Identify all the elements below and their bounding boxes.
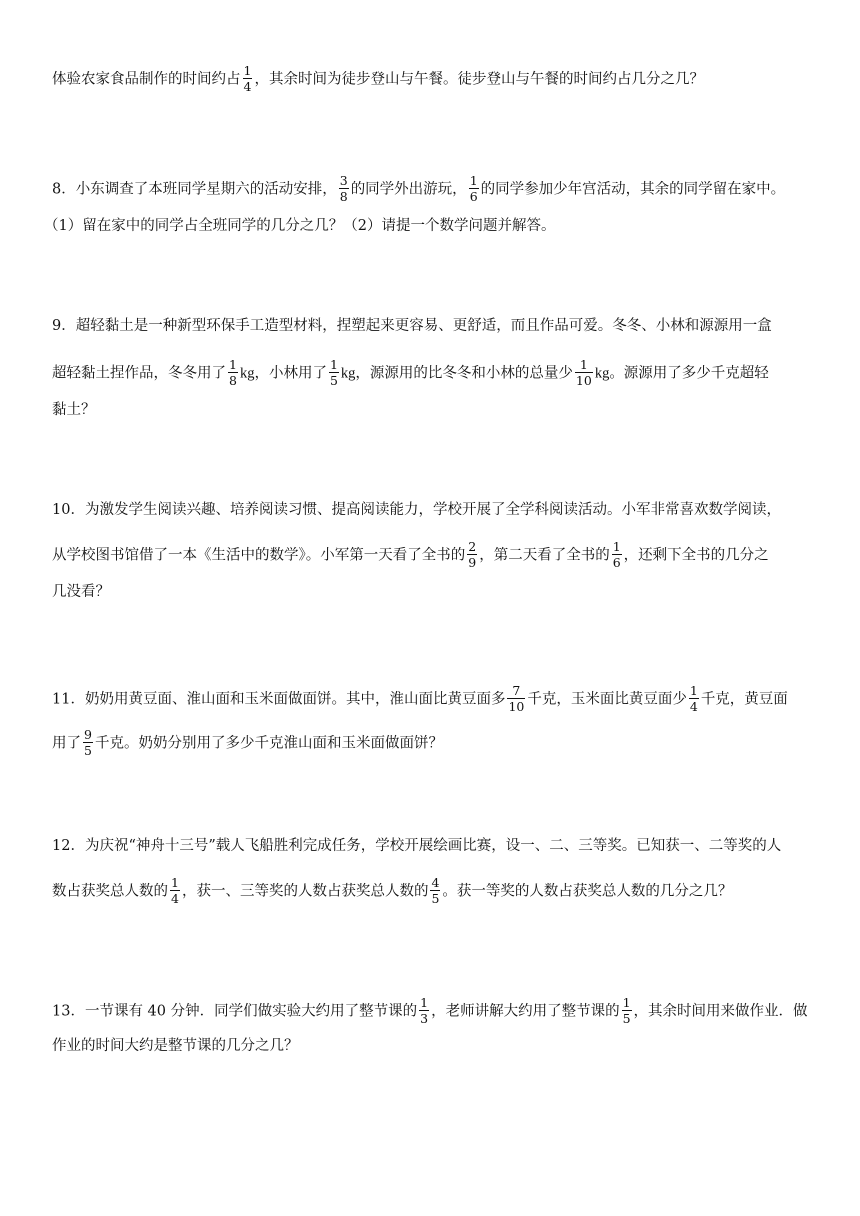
fraction <box>469 173 479 204</box>
numerator: 1 <box>420 995 429 1010</box>
numerator: 7 <box>512 683 521 698</box>
numerator: 1 <box>171 875 179 890</box>
q9-line-2 <box>52 357 769 388</box>
fraction <box>228 357 238 388</box>
q10-line-1 <box>52 500 781 520</box>
text: 几没看？ <box>52 584 110 600</box>
fraction <box>339 173 349 204</box>
q8-line-1 <box>52 173 786 204</box>
denominator: 3 <box>420 1011 429 1026</box>
text: 。源源用了多少千克超轻 <box>609 365 769 382</box>
q12-line-1 <box>52 836 781 856</box>
denominator: 5 <box>329 373 338 388</box>
denominator: 8 <box>339 189 348 204</box>
text: 10．为激发学生阅读兴趣、培养阅读习惯、提高阅读能力，学校开展了全学科阅读活动。小军非常喜欢数学阅读， <box>52 502 781 518</box>
fraction <box>430 875 440 906</box>
fraction <box>329 357 339 388</box>
text: 9．超轻黏土是一种新型环保手工造型材料，捏塑起来更容易、更舒适，而且作品可爱。冬冬、小林和源源用一盒 <box>52 318 772 334</box>
numerator: 3 <box>339 173 348 188</box>
text: 超轻黏土捏作品，冬冬用了 <box>52 365 226 382</box>
fraction <box>83 727 93 758</box>
numerator: 4 <box>431 875 440 890</box>
text: ，第二天看了全书的 <box>479 547 610 564</box>
denominator: 6 <box>469 189 478 204</box>
text: 作业的时间大约是整节课的几分之几？ <box>52 1038 299 1054</box>
denominator: 4 <box>689 699 698 714</box>
q13-line-2 <box>52 1036 299 1056</box>
text: 从学校图书馆借了一本《生活中的数学》。小军第一天看了全书的 <box>52 547 466 564</box>
fraction <box>612 539 622 570</box>
q10-line-2 <box>52 539 769 570</box>
numerator: 1 <box>622 995 631 1010</box>
text: ，小林用了 <box>254 365 327 382</box>
text: 千克，玉米面比黄豆面少 <box>527 691 687 708</box>
numerator: 1 <box>243 63 252 78</box>
q9-line-3 <box>52 400 96 420</box>
text: ，老师讲解大约用了整节课的 <box>431 1003 620 1020</box>
denominator: 10 <box>508 699 525 714</box>
text: 。获一等奖的人数占获奖总人数的几分之几？ <box>442 883 733 900</box>
text: 体验农家食品制作的时间约占 <box>52 71 241 88</box>
fraction <box>689 683 699 714</box>
text: （1）留在家中的同学占全班同学的几分之几？（2）请提一个数学问题并解答。 <box>44 218 556 234</box>
fraction <box>170 875 180 906</box>
denominator: 5 <box>622 1011 631 1026</box>
denominator: 8 <box>229 373 237 388</box>
text: 的同学外出游玩， <box>350 181 467 198</box>
unit: kg <box>594 365 610 382</box>
fraction <box>507 683 525 714</box>
q10-line-3 <box>52 582 110 602</box>
text: 的同学参加少年宫活动，其余的同学留在家中。 <box>480 181 786 198</box>
text: 千克。奶奶分别用了多少千克淮山面和玉米面做面饼？ <box>94 735 443 752</box>
numerator: 1 <box>579 357 588 372</box>
fraction <box>243 63 253 94</box>
text: 用了 <box>52 735 81 752</box>
text: ，还剩下全书的几分之 <box>623 547 769 564</box>
denominator: 5 <box>431 891 440 906</box>
text: 12．为庆祝“神舟十三号”载人飞船胜利完成任务，学校开展绘画比赛，设一、二、三等奖。已知获一、二等奖的人 <box>52 838 782 854</box>
q13-line-1 <box>52 995 808 1026</box>
numerator: 1 <box>689 683 698 698</box>
unit: kg <box>340 365 356 382</box>
text: ，获一、三等奖的人数占获奖总人数的 <box>181 883 429 900</box>
numerator: 9 <box>84 727 92 742</box>
denominator: 10 <box>575 373 592 388</box>
text: 8．小东调查了本班同学星期六的活动安排， <box>52 181 337 198</box>
q7-line-1 <box>52 63 704 94</box>
q11-line-2 <box>52 727 443 758</box>
denominator: 6 <box>612 555 621 570</box>
denominator: 5 <box>84 743 92 758</box>
text: ，其余时间为徒步登山与午餐。徒步登山与午餐的时间约占几分之几？ <box>254 71 704 88</box>
denominator: 9 <box>468 555 477 570</box>
fraction <box>419 995 429 1026</box>
text: ，其余时间用来做作业．做 <box>633 1003 808 1020</box>
numerator: 1 <box>469 173 478 188</box>
fraction <box>575 357 593 388</box>
numerator: 1 <box>229 357 237 372</box>
text: 11．奶奶用黄豆面、淮山面和玉米面做面饼。其中，淮山面比黄豆面多 <box>52 691 506 708</box>
q9-line-1 <box>52 316 772 336</box>
denominator: 4 <box>243 79 252 94</box>
text: ，源源用的比冬冬和小林的总量少 <box>355 365 573 382</box>
text: 数占获奖总人数的 <box>52 883 168 900</box>
fraction <box>622 995 632 1026</box>
q8-line-2 <box>44 216 555 236</box>
text: 13．一节课有 40 分钟．同学们做实验大约用了整节课的 <box>52 1003 418 1020</box>
fraction <box>467 539 477 570</box>
numerator: 2 <box>468 539 477 554</box>
q12-line-2 <box>52 875 733 906</box>
denominator: 4 <box>171 891 179 906</box>
text: 黏土？ <box>52 402 96 418</box>
text: 千克，黄豆面 <box>700 691 788 708</box>
numerator: 1 <box>612 539 621 554</box>
numerator: 1 <box>329 357 338 372</box>
unit: kg <box>239 365 255 382</box>
q11-line-1 <box>52 683 788 714</box>
